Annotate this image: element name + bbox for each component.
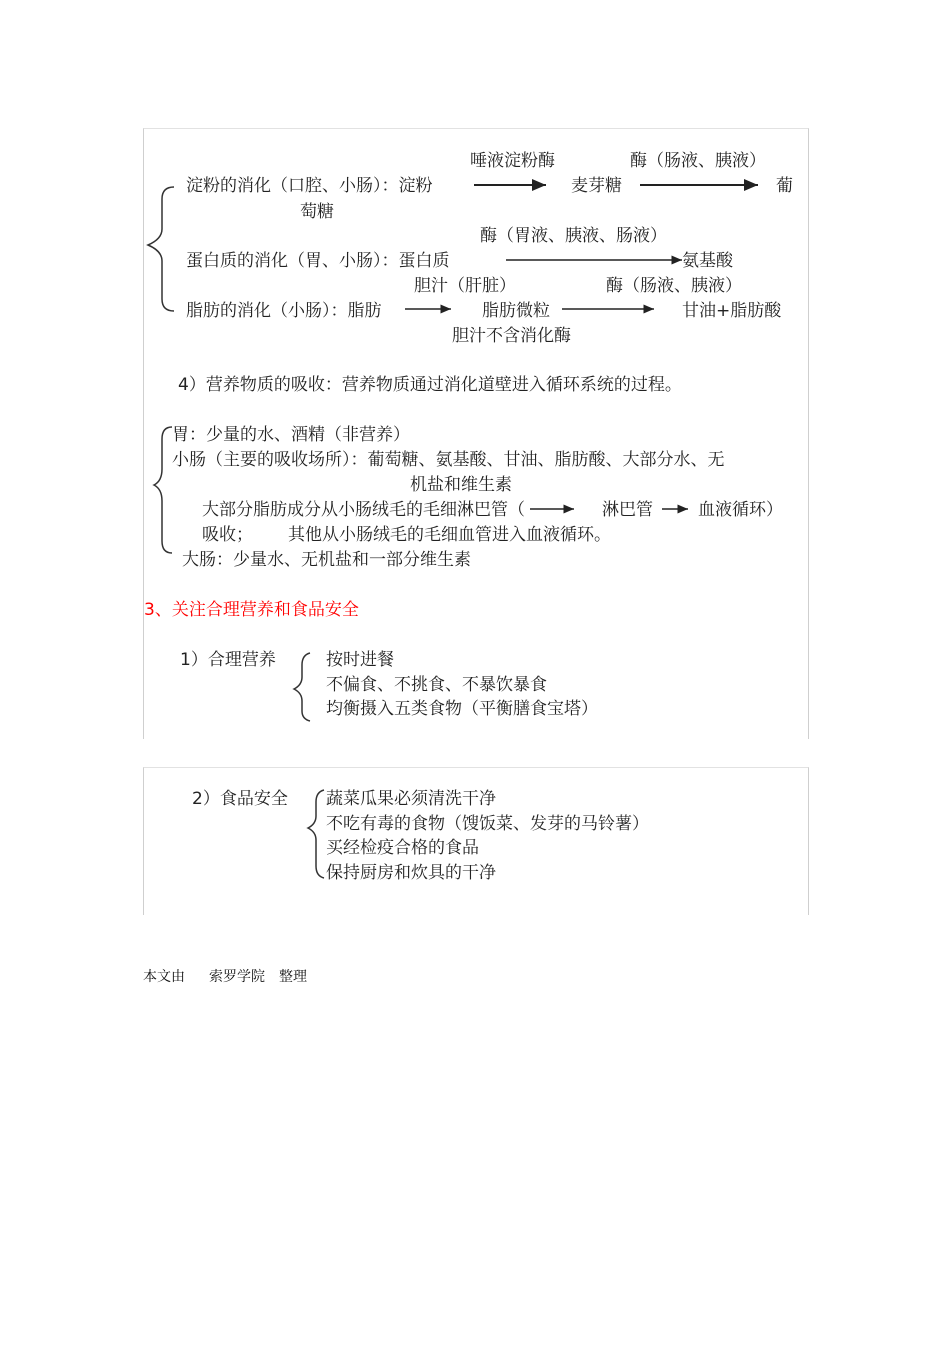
nutrition-brace	[294, 653, 310, 721]
footer-part-2: 索罗学院	[209, 969, 265, 985]
section3-heading: 3、关注合理营养和食品安全	[144, 600, 359, 620]
nutrition-item: 按时进餐	[326, 650, 394, 670]
nutrition-item: 均衡摄入五类食物（平衡膳食宝塔）	[326, 699, 598, 719]
starch-label: 淀粉的消化（口腔、小肠）：淀粉	[186, 176, 433, 196]
footer-part-1: 本文由	[143, 969, 185, 985]
content-panel-1	[143, 128, 809, 739]
safety-item: 不吃有毒的食物（馊饭菜、发芽的马铃薯）	[326, 814, 649, 834]
absorption-label: 吸收；	[202, 525, 253, 545]
absorption-brace	[154, 427, 172, 553]
starch-enzyme-1: 唾液淀粉酶	[470, 151, 555, 171]
safety-label: 2）食品安全	[192, 789, 288, 809]
footer-credit	[143, 968, 307, 986]
fat-end: 甘油+脂肪酸	[682, 301, 782, 321]
fat-bile-note: 胆汁不含消化酶	[452, 326, 571, 346]
fat-enzyme: 酶（肠液、胰液）	[606, 276, 742, 296]
safety-brace	[308, 790, 324, 878]
protein-label: 蛋白质的消化（胃、小肠）：蛋白质	[186, 251, 450, 271]
nutrition-label: 1）合理营养	[180, 650, 276, 670]
starch-end-b: 萄糖	[300, 202, 334, 222]
safety-item: 买经检疫合格的食品	[326, 838, 479, 858]
absorption-other-path: 其他从小肠绒毛的毛细血管进入血液循环。	[288, 525, 611, 545]
absorption-fat-path-c: 血液循环）	[698, 500, 783, 520]
fat-label: 脂肪的消化（小肠）：脂肪	[186, 301, 382, 321]
nutrition-item: 不偏食、不挑食、不暴饮暴食	[326, 675, 547, 695]
absorption-small-intestine-a: 小肠（主要的吸收场所）：葡萄糖、氨基酸、甘油、脂肪酸、大部分水、无	[172, 450, 725, 470]
digestion-brace	[148, 187, 174, 311]
fat-bile-top: 胆汁（肝脏）	[414, 276, 516, 296]
content-panel-2	[143, 767, 809, 915]
absorption-fat-path-b: 淋巴管	[602, 500, 653, 520]
fat-mid: 脂肪微粒	[482, 301, 550, 321]
safety-item: 保持厨房和炊具的干净	[326, 863, 496, 883]
absorption-heading: 4）营养物质的吸收：营养物质通过消化道壁进入循环系统的过程。	[178, 375, 682, 395]
absorption-stomach: 胃：少量的水、酒精（非营养）	[172, 425, 410, 445]
absorption-small-intestine-b: 机盐和维生素	[410, 475, 512, 495]
starch-enzyme-2: 酶（肠液、胰液）	[630, 151, 766, 171]
protein-enzyme: 酶（胃液、胰液、肠液）	[480, 226, 667, 246]
starch-end-a: 葡	[776, 176, 793, 196]
starch-mid: 麦芽糖	[571, 176, 622, 196]
protein-end: 氨基酸	[682, 251, 733, 271]
safety-item: 蔬菜瓜果必须清洗干净	[326, 789, 496, 809]
footer-part-3: 整理	[279, 969, 307, 985]
absorption-fat-path-a: 大部分脂肪成分从小肠绒毛的毛细淋巴管（	[202, 500, 525, 520]
absorption-large-intestine: 大肠：少量水、无机盐和一部分维生素	[182, 550, 471, 570]
